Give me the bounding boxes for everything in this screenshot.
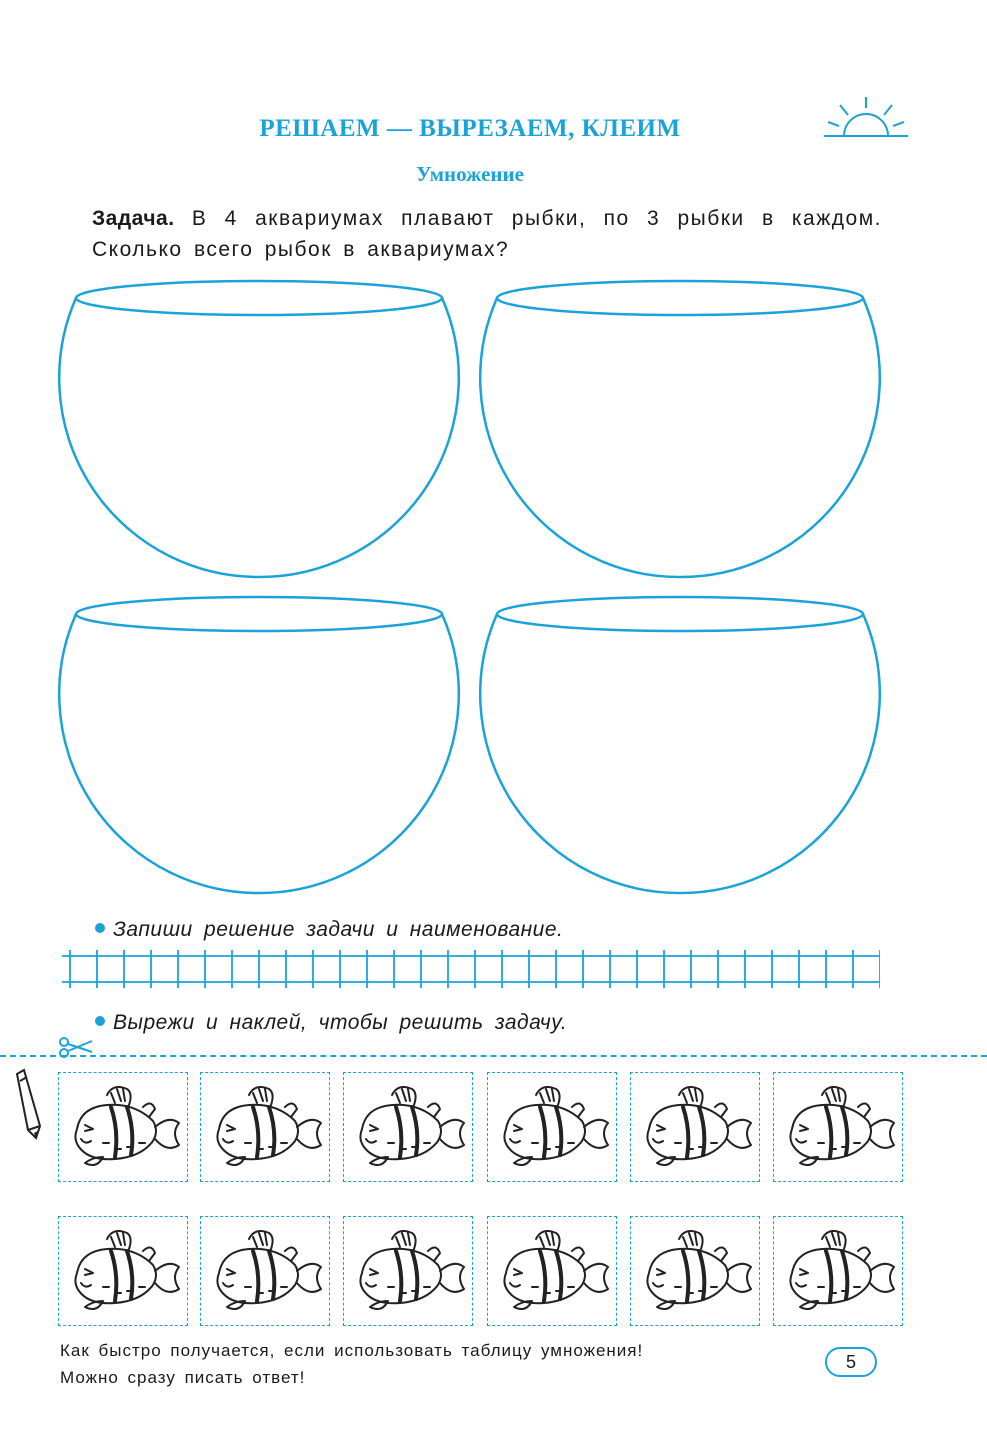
aquarium-bowl[interactable] bbox=[59, 281, 459, 577]
pencil-icon bbox=[14, 1068, 44, 1140]
footer-note: Как быстро получается, если использовать таблицу умножения! Можно сразу писать ответ! bbox=[60, 1341, 644, 1387]
page-number: 5 bbox=[825, 1347, 877, 1377]
answer-grid[interactable] bbox=[62, 950, 880, 988]
fish-card[interactable] bbox=[487, 1216, 617, 1326]
scissors-icon bbox=[58, 1036, 94, 1058]
fish-icon bbox=[492, 1077, 612, 1177]
fish-card[interactable] bbox=[58, 1072, 188, 1182]
fish-icon bbox=[635, 1077, 755, 1177]
page-subtitle: Умножение bbox=[416, 162, 524, 186]
fish-icon bbox=[205, 1221, 325, 1321]
aquarium-bowl[interactable] bbox=[480, 281, 880, 577]
fish-card[interactable] bbox=[773, 1216, 903, 1326]
fish-card[interactable] bbox=[200, 1216, 330, 1326]
fish-icon bbox=[63, 1077, 183, 1177]
task-label: Задача. bbox=[92, 207, 175, 230]
fish-card[interactable] bbox=[773, 1072, 903, 1182]
fish-card[interactable] bbox=[58, 1216, 188, 1326]
task-body: В 4 аквариумах плавают рыбки, по 3 рыбки в каждом. Сколько всего рыбок в аквариумах? bbox=[92, 207, 882, 261]
instruction-write: Запиши решение задачи и наименование. bbox=[95, 918, 563, 942]
aquarium-bowl[interactable] bbox=[480, 597, 880, 893]
fish-icon bbox=[778, 1221, 898, 1321]
fish-card[interactable] bbox=[343, 1216, 473, 1326]
fish-icon bbox=[205, 1077, 325, 1177]
bullet-icon bbox=[95, 1016, 105, 1026]
instruction-cut: Вырежи и наклей, чтобы решить задачу. bbox=[95, 1011, 567, 1035]
fish-card[interactable] bbox=[200, 1072, 330, 1182]
fish-card[interactable] bbox=[343, 1072, 473, 1182]
fish-icon bbox=[348, 1077, 468, 1177]
cut-line bbox=[0, 1055, 987, 1057]
fish-icon bbox=[63, 1221, 183, 1321]
fish-icon bbox=[778, 1077, 898, 1177]
fish-card[interactable] bbox=[630, 1072, 760, 1182]
fish-card[interactable] bbox=[630, 1216, 760, 1326]
aquarium-bowl[interactable] bbox=[59, 597, 459, 893]
fish-icon bbox=[492, 1221, 612, 1321]
bullet-icon bbox=[95, 923, 105, 933]
fish-icon bbox=[635, 1221, 755, 1321]
fish-icon bbox=[348, 1221, 468, 1321]
fish-card[interactable] bbox=[487, 1072, 617, 1182]
page-title: РЕШАЕМ — ВЫРЕЗАЕМ, КЛЕИМ bbox=[259, 115, 681, 142]
